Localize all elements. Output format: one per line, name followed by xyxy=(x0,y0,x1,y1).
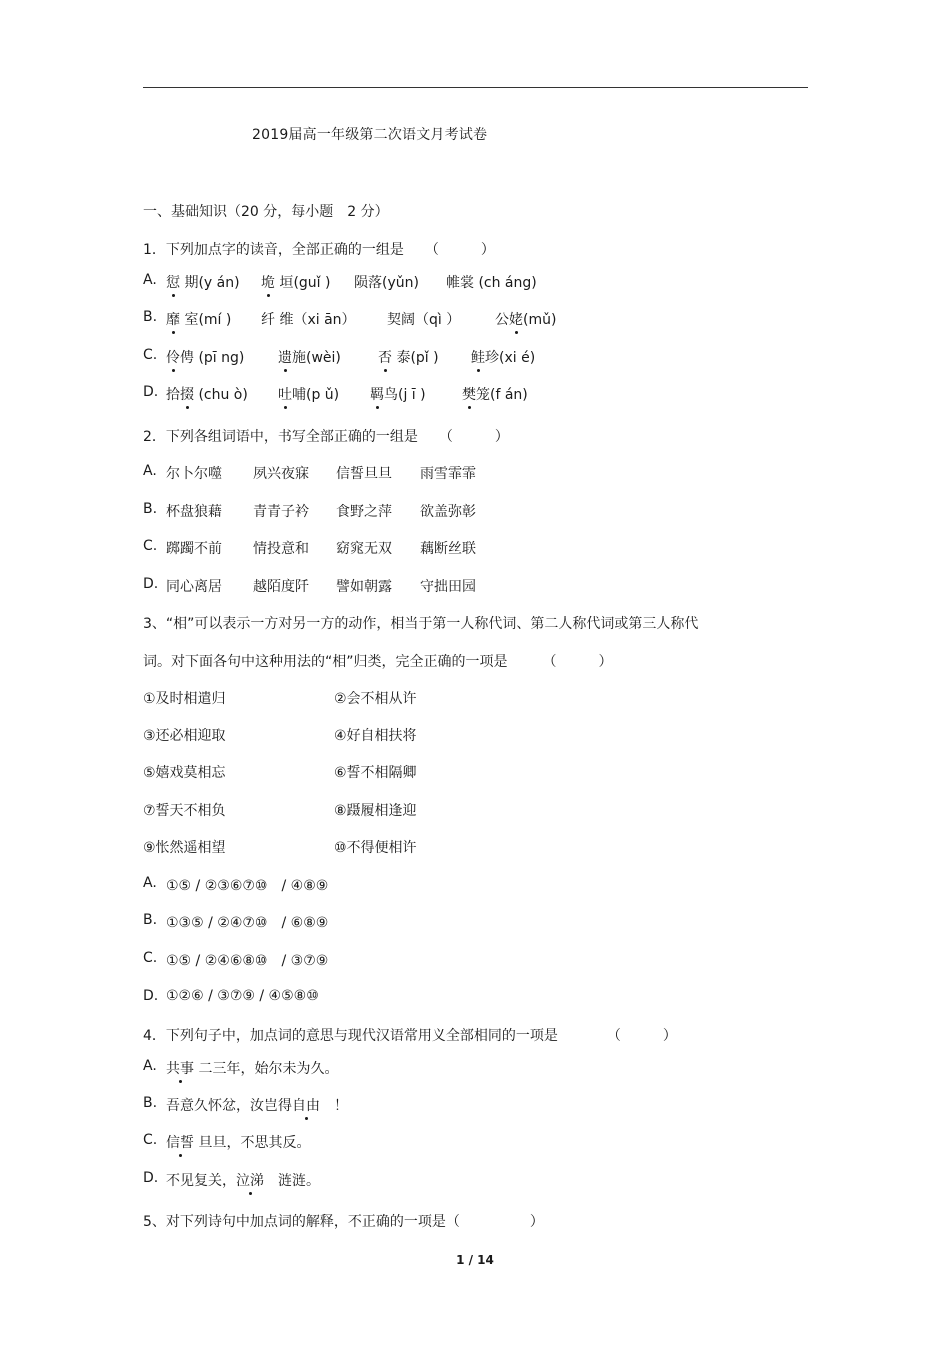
option-label: D. xyxy=(143,384,159,400)
option-item xyxy=(471,347,535,367)
option-item: 藕断丝联 xyxy=(420,541,476,557)
option-item: 纤 维（xi ān） xyxy=(261,312,356,328)
exam-title: 2019届高一年级第二次语文月考试卷 xyxy=(252,127,488,143)
dotted-word: 泣涕 xyxy=(236,1170,264,1190)
text-post: ！ xyxy=(320,1098,348,1114)
option-text xyxy=(166,1132,310,1152)
option-item xyxy=(278,347,341,367)
option-item xyxy=(278,384,339,404)
q3-stem-line1: 3、“相”可以表示一方对另一方的动作，相当于第一人称代词、第二人称代词或第三人称代 xyxy=(143,616,699,632)
option-item xyxy=(166,347,244,367)
option-item xyxy=(166,384,248,404)
header-rule xyxy=(143,87,808,88)
item-rest: 哺(p ǔ) xyxy=(292,387,340,403)
dotted-char: 吐 xyxy=(278,384,292,404)
item-rest: 笼(f án) xyxy=(476,387,528,403)
option-item: 踯躅不前 xyxy=(166,541,222,557)
dotted-char: 靡 xyxy=(166,309,180,329)
option-item xyxy=(370,384,426,404)
option-label: B. xyxy=(143,309,158,325)
option-item: 雨雪霏霏 xyxy=(420,466,476,482)
option-item xyxy=(354,272,419,292)
q3-stem-line2: 词。对下面各句中这种用法的“相”归类，完全正确的一项是 （ ） xyxy=(143,654,613,670)
item-rest: 俜 (pī ng) xyxy=(180,350,245,366)
option-label: C. xyxy=(143,950,158,966)
sentence: ⑥誓不相隔卿 xyxy=(334,765,417,781)
section-heading: 一、基础知识（20 分，每小题 2 分） xyxy=(143,204,389,220)
option-item xyxy=(166,272,240,292)
dotted-word: 自由 xyxy=(292,1095,320,1115)
item-pre: 公 xyxy=(495,312,509,328)
option-label: B. xyxy=(143,501,158,517)
dotted-char: 伶 xyxy=(166,347,180,367)
item-rest: n) xyxy=(404,275,419,291)
item-rest: 施(wèi) xyxy=(292,350,341,366)
q5-stem: 5、对下列诗句中加点词的解释，不正确的一项是（ ） xyxy=(143,1214,544,1230)
dotted-char: 掇 xyxy=(180,384,194,404)
option-item: 帷裳 (ch áng) xyxy=(446,275,537,291)
item-rest: (chu ò) xyxy=(194,387,248,403)
dotted-char: 姥 xyxy=(509,309,523,329)
option-item xyxy=(495,309,556,329)
option-label: A. xyxy=(143,1058,157,1074)
dotted-char: 羁 xyxy=(370,384,384,404)
option-item: 青青子衿 xyxy=(253,504,309,520)
sentence: ②会不相从许 xyxy=(334,691,417,707)
text-post: 涟涟。 xyxy=(264,1173,320,1189)
option-label: D. xyxy=(143,576,159,592)
sentence: ⑩不得便相许 xyxy=(334,840,417,856)
item-pre: 陨落(y xyxy=(354,275,396,291)
option-item xyxy=(378,347,439,367)
item-rest: 垣(guǐ ) xyxy=(275,275,331,291)
option-label: D. xyxy=(143,1170,159,1186)
item-rest: 室(mí ) xyxy=(180,312,232,328)
dotted-char: 垝 xyxy=(261,272,275,292)
sentence: ⑦誓天不相负 xyxy=(143,803,226,819)
option-item: 欲盖弥彰 xyxy=(420,504,476,520)
option-text: ①③⑤ / ②④⑦⑩ / ⑥⑧⑨ xyxy=(166,915,329,931)
item-pre: 拾 xyxy=(166,387,180,403)
dotted-char: 遗 xyxy=(278,347,292,367)
sentence: ①及时相遣归 xyxy=(143,691,226,707)
item-mid: ǔ xyxy=(395,275,405,291)
text-pre: 不见复关， xyxy=(166,1173,236,1189)
page-number: 1 / 14 xyxy=(456,1253,494,1267)
q4-stem: 4．下列句子中，加点词的意思与现代汉语常用义全部相同的一项是 （ ） xyxy=(143,1028,677,1044)
option-label: B. xyxy=(143,912,158,928)
option-label: C. xyxy=(143,538,158,554)
q2-stem: 2．下列各组词语中，书写全部正确的一组是 （ ） xyxy=(143,429,509,445)
option-item xyxy=(261,272,330,292)
option-item: 食野之萍 xyxy=(336,504,392,520)
option-item: 同心离居 xyxy=(166,579,222,595)
item-rest: 珍(xi é) xyxy=(485,350,536,366)
option-text: ①②⑥ / ③⑦⑨ / ④⑤⑧⑩ xyxy=(166,988,319,1004)
text-pre: 吾意久怀忿，汝岂得 xyxy=(166,1098,292,1114)
dotted-char: 鲑 xyxy=(471,347,485,367)
option-item: 杯盘狼藉 xyxy=(166,504,222,520)
option-item xyxy=(462,384,528,404)
sentence: ④好自相扶将 xyxy=(334,728,417,744)
item-rest: (mǔ) xyxy=(523,312,557,328)
option-text xyxy=(166,1170,320,1190)
item-rest: 泰(pǐ ) xyxy=(392,350,439,366)
option-text xyxy=(166,1095,348,1115)
option-label: A. xyxy=(143,272,157,288)
option-label: A. xyxy=(143,463,157,479)
item-rest: 鸟(j ī ) xyxy=(384,387,426,403)
q1-stem: 1．下列加点字的读音，全部正确的一组是 （ ） xyxy=(143,242,495,258)
option-item: 信誓旦旦 xyxy=(336,466,392,482)
option-label: B. xyxy=(143,1095,158,1111)
text-post: 二三年，始尔未为久。 xyxy=(194,1061,339,1077)
dotted-word: 信誓 xyxy=(166,1132,194,1152)
dotted-word: 共事 xyxy=(166,1058,194,1078)
sentence: ⑧蹑履相逢迎 xyxy=(334,803,417,819)
item-rest: 期(y án) xyxy=(180,275,240,291)
option-label: A. xyxy=(143,875,157,891)
option-text xyxy=(166,1058,338,1078)
option-label: D. xyxy=(143,988,159,1004)
option-label: C. xyxy=(143,1132,158,1148)
option-item: 譬如朝露 xyxy=(336,579,392,595)
sentence: ③还必相迎取 xyxy=(143,728,226,744)
sentence: ⑨怅然遥相望 xyxy=(143,840,226,856)
dotted-char: 樊 xyxy=(462,384,476,404)
option-item: 情投意和 xyxy=(253,541,309,557)
option-item: 越陌度阡 xyxy=(253,579,309,595)
dotted-char: 愆 xyxy=(166,272,180,292)
option-item: 窈窕无双 xyxy=(336,541,392,557)
option-item: 守拙田园 xyxy=(420,579,476,595)
option-item: 契阔（qì ） xyxy=(387,312,461,328)
text-post: 旦旦，不思其反。 xyxy=(194,1135,311,1151)
option-item: 尔卜尔噬 xyxy=(166,466,222,482)
option-text: ①⑤ / ②④⑥⑧⑩ / ③⑦⑨ xyxy=(166,953,329,969)
option-item xyxy=(166,309,231,329)
sentence: ⑤嬉戏莫相忘 xyxy=(143,765,226,781)
dotted-char: 否 xyxy=(378,347,392,367)
option-item: 夙兴夜寐 xyxy=(253,466,309,482)
option-text: ①⑤ / ②③⑥⑦⑩ / ④⑧⑨ xyxy=(166,878,329,894)
option-label: C. xyxy=(143,347,158,363)
